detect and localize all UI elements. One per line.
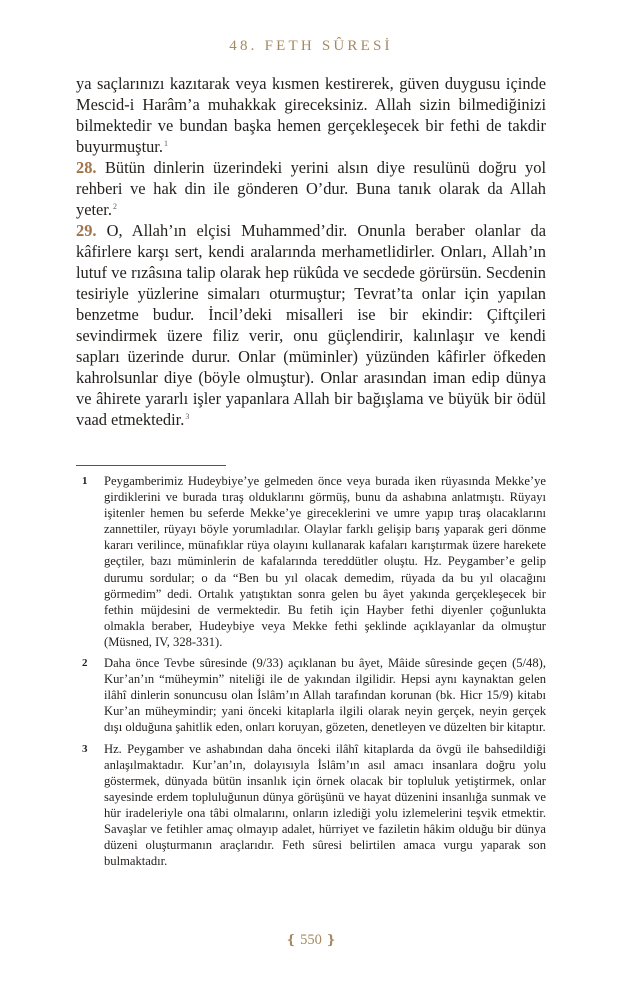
footnote-number: 2 <box>82 657 88 670</box>
page-number: 550 <box>300 932 322 948</box>
footnote-ref-3[interactable]: 3 <box>185 411 190 421</box>
footnote-text: Hz. Peygamber ve ashabından daha önceki ilâhî kitaplarda da övgü ile bahsedildiği anlaşılmaktadır. Kur’an’ın, dolayısıyla İslâm’ın asıl amacı insanlara doğru yolu göstermek, dünyada bütün insanlık için örnek olacak bir topluluk yetiştirmek, onlar sayesinde erdem topluluğunun dünya görüşünü ve hayat düzenini insanlığa sunmak ve hür iradeleriyle ona tâbi olmalarını, onların izlediği yolu izlemelerini teşvik etmektir. Savaşlar ve fetihler amaç olmayıp adalet, hürriyet ve faziletin hâkim olduğu bir dünya düzeni oluşturmanın araçlarıdır. Feth sûresi belirtilen amaca vurgu yaparak son bulmaktadır. <box>104 741 546 869</box>
footnote-2 <box>76 655 546 735</box>
verse-text: O, Allah’ın elçisi Muhammed’dir. Onunla beraber olanlar da kâfirlere karşı sert, kendi aralarında merhametlidirler. Onları, Allah’ın lutuf ve rızâsına talip olarak hep rükûda ve secdede görürsün. Secdenin tesiriyle yüzlerine simaları oturmuştur; Tevrat’ta onlar için yapılan benzetme budur. İncil’deki misalleri ise bir ekindir: Çiftçileri sevindirmek üzere filiz verir, onu güçlendirir, kalınlaşır ve kendi sapları üzerinde durur. Onlar (müminler) yüzünden kâfirler öfkeden kahrolsunlar diye (böyle olmuştur). Onlar arasından iman edip dünya ve âhirete yararlı işler yapanlara Allah bir bağışlama ve büyük bir ödül vaad etmektedir. <box>76 221 546 429</box>
footnote-3 <box>76 741 546 870</box>
footnote-text: Peygamberimiz Hudeybiye’ye gelmeden önce veya burada iken rüyasında Mekke’ye girdiklerini ve burada tıraş olduklarını görmüş, bunu da ashabına anlatmıştı. Rüyayı işitenler hemen bu seferde Mekke’ye gireceklerini ve umre yapıp tıraş olacaklarını zannettiler, rüyayı böyle yorumladılar. Olaylar farklı gelişip barış yaparak geri dönme kararı verilince, münafıklar rüya olayını kullanarak kafaları karıştırmak üzere harekete geçtiler, bazı müminlerin de kafalarında tereddütler oluştu. Hz. Peygamber’e gelip durumu sordular; o da “Ben bu yıl olacak demedim, rüyada da bu yıl olacağını görmedim” dedi. Ortalık yatıştıktan sonra gelen bu âyet yakında gerçekleşecek bir fethin müjdesini de vermektedir. Bu fetih için Hayber fethi diyenler çoğunlukta olmakla beraber, Hudeybiye veya Mekke fethi şeklinde açıklayanlar da olmuştur (Müsned, IV, 328-331). <box>104 474 546 649</box>
continuation-text: ya saçlarınızı kazıtarak veya kısmen kestirerek, güven duygusu içinde Mescid-i Harâm’a muhakkak gireceksiniz. Allah sizin bilmediğinizi bilmektedir ve bundan başka hemen gerçekleşecek bir fethi de takdir buyurmuştur. <box>76 74 546 156</box>
footnote-text: Daha önce Tevbe sûresinde (9/33) açıklanan bu âyet, Mâide sûresinde geçen (5/48), Kur’an’ın “müheymin” niteliği ile de yakından ilgilidir. Hepsi aynı kaynaktan gelen ilâhî dinlerin sonuncusu olan İslâm’ın Allah tarafından korunan (bk. Hicr 15/9) kitabı Kur’an müheymindir; yani önceki kitaplarla ilgili olarak neyin gerçek, neyin gerçek dışı olduğuna şahitlik eden, onları koruyan, gözeten, denetleyen ve düzelten bir kitaptır. <box>104 656 546 735</box>
verse-text: Bütün dinlerin üzerindeki yerini alsın diye resulünü doğru yol rehberi ve hak din ile gönderen O’dur. Buna tanık olarak da Allah yeter. <box>76 158 547 219</box>
footnote-ref-2[interactable]: 2 <box>112 201 117 211</box>
right-ornament-icon: ❵ <box>325 932 337 947</box>
footnote-number: 3 <box>82 742 88 755</box>
verse-number: 28. <box>76 158 97 177</box>
footnote-ref-1[interactable]: 1 <box>163 138 168 148</box>
verse-28 <box>76 157 546 220</box>
verse-29 <box>76 220 546 430</box>
book-page <box>76 0 546 986</box>
footnotes <box>76 473 546 874</box>
verse-continuation <box>76 73 546 157</box>
footnote-divider <box>76 465 226 466</box>
footnote-number: 1 <box>82 475 88 487</box>
left-ornament-icon: ❴ <box>285 932 297 947</box>
verse-number: 29. <box>76 221 97 240</box>
footnote-1 <box>76 473 546 650</box>
page-folio <box>76 932 546 949</box>
running-title: 48. FETH SÛRESİ <box>229 38 393 54</box>
main-text <box>76 73 546 430</box>
